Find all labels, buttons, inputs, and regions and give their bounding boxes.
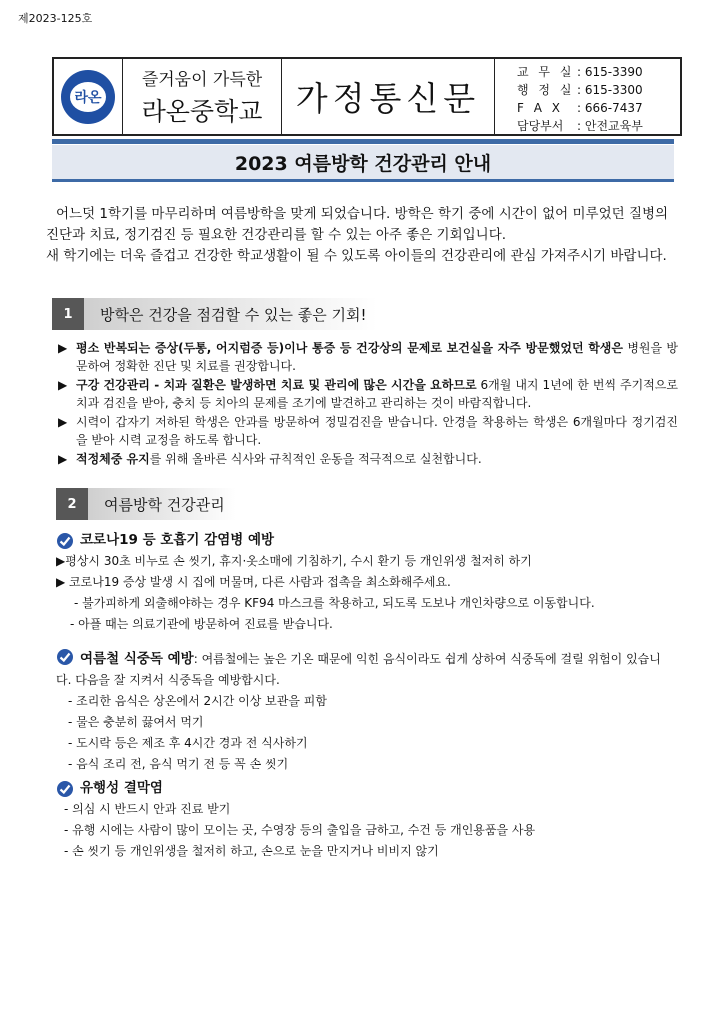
section-1-header <box>52 298 377 330</box>
list-item: ▶ 시력이 갑자기 저하된 학생은 안과를 방문하여 정밀검진을 받습니다. 안경을 착용하는 학생은 6개월마다 정기검진을 받아 시력 교정을 하도록 합니다. <box>58 415 678 447</box>
list-item: - 불가피하게 외출해야하는 경우 KF94 마스크를 착용하고, 되도록 도보나 개인차량으로 이동합니다. <box>74 596 595 610</box>
contact-row: 교 무 실 : 615-3390 <box>517 65 643 79</box>
list-item: - 도시락 등은 제조 후 4시간 경과 전 식사하기 <box>68 736 308 750</box>
contact-row: 행 정 실 : 615-3300 <box>517 83 643 97</box>
contact-row: 담당부서 : 안전교육부 <box>517 119 643 133</box>
food-poisoning-block <box>56 648 676 775</box>
checkmark-icon <box>56 648 74 666</box>
subsection-title: 유행성 결막염 <box>56 778 676 799</box>
list-item: - 음식 조리 전, 음식 먹기 전 등 꼭 손 씻기 <box>68 757 289 771</box>
school-cell <box>123 59 282 134</box>
food-poisoning-paragraph: 여름철 식중독 예방: 여름철에는 높은 기온 때문에 익힌 음식이라도 쉽게 상하여 식중독에 걸릴 위험이 있습니다. 다음을 잘 지켜서 식중독을 예방합시다. <box>56 648 676 691</box>
list-item: - 물은 충분히 끓여서 먹기 <box>68 715 204 729</box>
list-item: ▶ 구강 건강관리 - 치과 질환은 발생하면 치료 및 관리에 많은 시간을 요하므로 6개월 내지 1년에 한 번씩 주기적으로 치과 검진을 받아, 충치 등 치아의 문제를 조기에 발견하고 관리하는 것이 바람직합니다. <box>58 378 678 410</box>
intro-paragraph: 어느덧 1학기를 마무리하며 여름방학을 맞게 되었습니다. 방학은 학기 중에 시간이 없어 미루었던 질병의 진단과 치료, 정기검진 등 필요한 건강관리를 할 수 있는 아주 좋은 기회입니다. <box>46 206 669 243</box>
contact-row: F A X : 666-7437 <box>517 101 643 115</box>
section-number: 1 <box>52 298 84 330</box>
intro-paragraph: 새 학기에는 더욱 즐겁고 건강한 학교생활이 될 수 있도록 아이들의 건강관리에 관심 가져주시기 바랍니다. <box>46 248 667 264</box>
list-item: - 조리한 음식은 상온에서 2시간 이상 보관을 피함 <box>68 694 327 708</box>
school-logo <box>61 70 115 124</box>
checkmark-icon <box>56 532 74 550</box>
list-item: - 아플 때는 의료기관에 방문하여 진료를 받습니다. <box>70 617 333 631</box>
list-item: ▶ 코로나19 증상 발생 시 집에 머물며, 다른 사람과 접촉을 최소화해주세요. <box>56 575 451 589</box>
section-1-list <box>58 339 678 469</box>
letterhead <box>52 57 682 136</box>
document-title: 가정통신문 <box>282 59 495 134</box>
contact-info <box>495 59 680 134</box>
section-2-header <box>56 488 236 520</box>
list-item: - 유행 시에는 사람이 많이 모이는 곳, 수영장 등의 출입을 금하고, 수건 등 개인용품을 사용 <box>64 823 536 837</box>
school-slogan: 즐거움이 가득한 <box>141 70 263 90</box>
list-item: - 의심 시 반드시 안과 진료 받기 <box>64 802 231 816</box>
section-title: 방학은 건강을 점검할 수 있는 좋은 기회! <box>84 298 377 330</box>
checkmark-icon <box>56 780 74 798</box>
banner-rule <box>52 139 674 144</box>
list-item: ▶평상시 30초 비누로 손 씻기, 휴지·옷소매에 기침하기, 수시 환기 등 개인위생 철저히 하기 <box>56 554 532 568</box>
logo-cell <box>54 59 123 134</box>
list-item: - 손 씻기 등 개인위생을 철저히 하고, 손으로 눈을 만지거나 비비지 않기 <box>64 844 439 858</box>
logo-text: 라온 <box>74 89 102 106</box>
intro-text <box>46 204 678 267</box>
conjunctivitis-block <box>56 778 676 862</box>
subsection-title: 여름철 식중독 예방 <box>80 651 194 667</box>
section-title: 여름방학 건강관리 <box>88 488 236 520</box>
list-item: ▶ 평소 반복되는 증상(두통, 어지럼증 등)이나 통증 등 건강상의 문제로 보건실을 자주 방문했었던 학생은 병원을 방문하여 정확한 진단 및 치료를 권장합니다. <box>58 341 679 373</box>
banner-title: 2023 여름방학 건강관리 안내 <box>52 145 674 182</box>
school-name: 라온중학교 <box>141 97 263 126</box>
subsection-title: 코로나19 등 호흡기 감염병 예방 <box>56 530 676 551</box>
section-number: 2 <box>56 488 88 520</box>
list-item: ▶ 적정체중 유지를 위해 올바른 식사와 규칙적인 운동을 적극적으로 실천합니다. <box>58 452 482 466</box>
covid-block <box>56 530 676 635</box>
issue-number: 제2023-125호 <box>18 12 93 25</box>
